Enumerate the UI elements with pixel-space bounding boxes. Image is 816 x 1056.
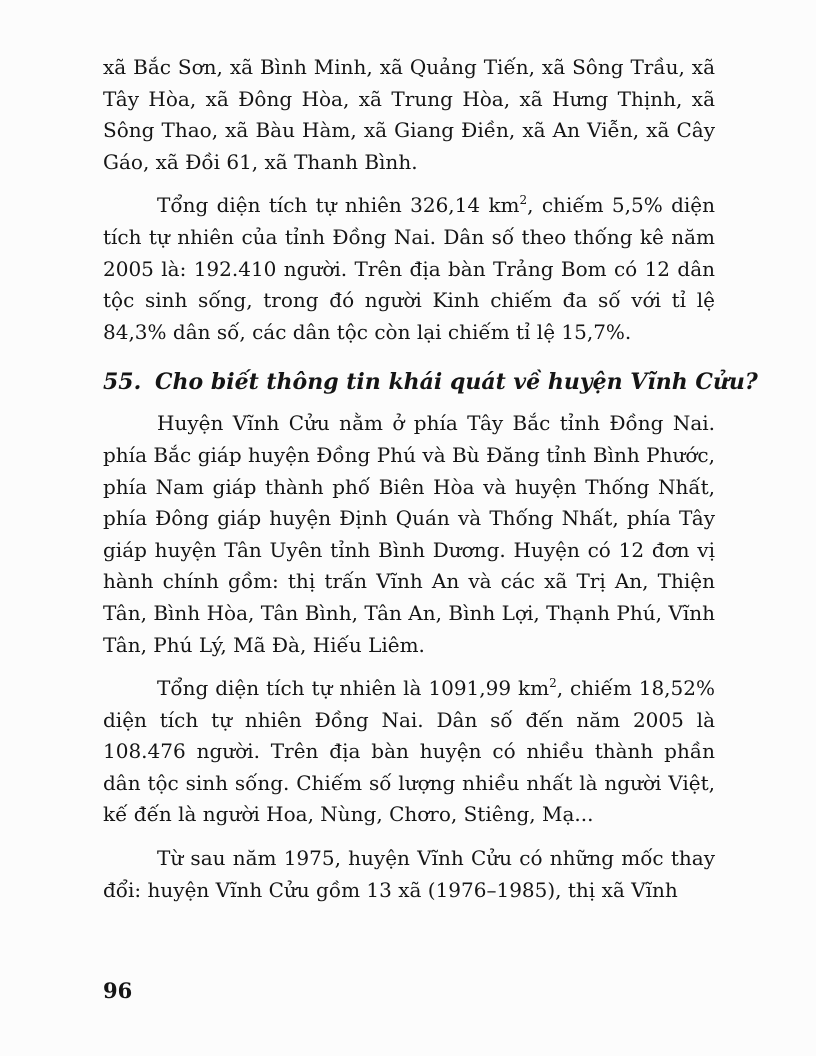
- area-text-end: , chiếm 5,5% diện tích tự nhiên của tỉnh Đồng Nai. Dân số theo thống kê năm 2005 là: 192.410 người. Trên địa bàn Trảng Bom có 12 dân tộc sinh sống, trong đó người Kinh chiếm đa số với tỉ lệ 84,3% dân số, các dân tộc còn lại chiếm tỉ lệ 15,7%.: [103, 193, 715, 344]
- area-text-start: Tổng diện tích tự nhiên 326,14 km: [157, 193, 520, 218]
- area-text-start: Tổng diện tích tự nhiên là 1091,99 km: [157, 676, 550, 701]
- page-number: 96: [103, 978, 133, 1003]
- section-title: Cho biết thông tin khái quát về huyện Vĩnh Cửu?: [155, 369, 758, 396]
- paragraph-commune-list: xã Bắc Sơn, xã Bình Minh, xã Quảng Tiến, xã Sông Trầu, xã Tây Hòa, xã Đông Hòa, xã Trung Hòa, xã Hưng Thịnh, xã Sông Thao, xã Bàu Hàm, xã Giang Điền, xã An Viễn, xã Cây Gáo, xã Đồi 61, xã Thanh Bình.: [103, 55, 715, 174]
- area-text-end: , chiếm 18,52% diện tích tự nhiên Đồng Nai. Dân số đến năm 2005 là 108.476 người. Trên địa bàn huyện có nhiều thành phần dân tộc sinh sống. Chiếm số lượng nhiều nhất là người Việt, kế đến là người Hoa, Nùng, Chơro, Stiêng, Mạ...: [103, 676, 715, 827]
- paragraph-trang-bom-area: [103, 190, 715, 348]
- page-content: [103, 52, 758, 918]
- paragraph-vinh-cuu-history: Từ sau năm 1975, huyện Vĩnh Cửu có những mốc thay đổi: huyện Vĩnh Cửu gồm 13 xã (1976–1985), thị xã Vĩnh: [103, 846, 715, 902]
- area-superscript: 2: [549, 676, 557, 691]
- area-superscript: 2: [519, 193, 528, 208]
- paragraph-vinh-cuu-area: [103, 673, 715, 831]
- section-number: 55.: [103, 369, 142, 396]
- section-heading: [103, 364, 758, 400]
- paragraph-vinh-cuu-location: Huyện Vĩnh Cửu nằm ở phía Tây Bắc tỉnh Đồng Nai. phía Bắc giáp huyện Đồng Phú và Bù Đăng tỉnh Bình Phước, phía Nam giáp thành phố Biên Hòa và huyện Thống Nhất, phía Đông giáp huyện Định Quán và Thống Nhất, phía Tây giáp huyện Tân Uyên tỉnh Bình Dương. Huyện có 12 đơn vị hành chính gồm: thị trấn Vĩnh An và các xã Trị An, Thiện Tân, Bình Hòa, Tân Bình, Tân An, Bình Lợi, Thạnh Phú, Vĩnh Tân, Phú Lý, Mã Đà, Hiếu Liêm.: [103, 411, 715, 657]
